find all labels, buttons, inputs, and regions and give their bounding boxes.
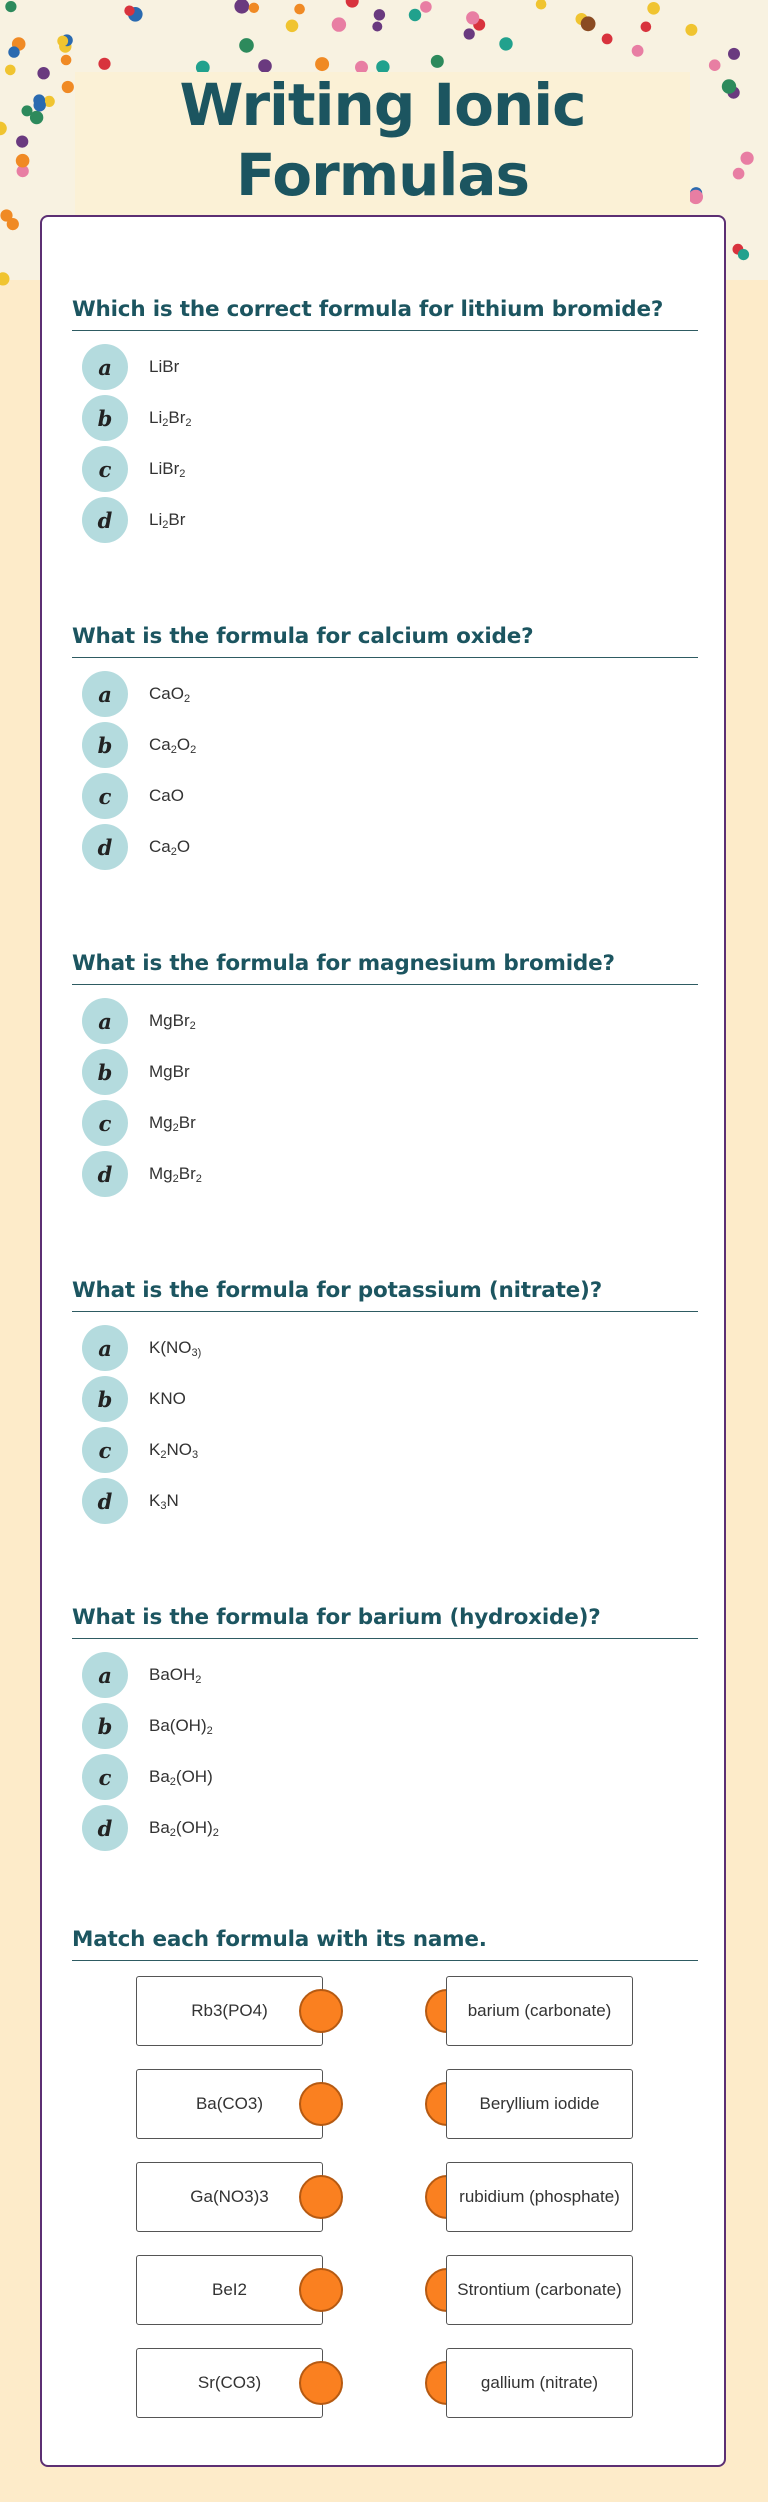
option-formula bbox=[149, 1113, 196, 1133]
confetti-dot bbox=[499, 37, 512, 50]
formula-part: N bbox=[166, 1491, 179, 1510]
option-letter-bubble[interactable]: c bbox=[82, 1100, 128, 1146]
formula-part: Br bbox=[178, 1164, 196, 1183]
formula-part: Ba bbox=[149, 1767, 170, 1786]
formula-subscript: 2 bbox=[162, 519, 169, 531]
formula-part: Li bbox=[149, 510, 163, 529]
formula-subscript: 3 bbox=[160, 1500, 167, 1512]
question-text: What is the formula for calcium oxide? bbox=[72, 624, 534, 649]
option-formula bbox=[149, 786, 184, 806]
option-c[interactable] bbox=[82, 1754, 213, 1800]
match-name-box[interactable]: Beryllium iodide bbox=[446, 2069, 633, 2139]
confetti-dot bbox=[22, 105, 33, 116]
confetti-dot bbox=[239, 38, 254, 53]
confetti-dot bbox=[685, 24, 697, 36]
option-a[interactable] bbox=[82, 998, 196, 1044]
formula-part: Mg bbox=[149, 1113, 173, 1132]
formula-part: O bbox=[176, 735, 191, 754]
option-letter-bubble[interactable]: d bbox=[82, 824, 128, 870]
option-letter-bubble[interactable]: b bbox=[82, 1376, 128, 1422]
confetti-dot bbox=[372, 22, 382, 32]
formula-part: Ba(OH) bbox=[149, 1716, 207, 1735]
question-1 bbox=[72, 292, 698, 533]
option-formula bbox=[149, 408, 191, 428]
option-letter-bubble[interactable]: a bbox=[82, 1325, 128, 1371]
question-divider bbox=[72, 984, 698, 985]
match-formula-box[interactable]: Rb3(PO4) bbox=[136, 1976, 323, 2046]
question-2 bbox=[72, 619, 698, 860]
option-c[interactable] bbox=[82, 446, 185, 492]
formula-subscript: 2 bbox=[170, 744, 177, 756]
confetti-dot bbox=[741, 152, 754, 165]
formula-part: LiBr bbox=[149, 459, 180, 478]
page-title bbox=[75, 70, 690, 210]
option-formula bbox=[149, 1440, 198, 1460]
confetti-dot bbox=[466, 11, 479, 24]
option-c[interactable] bbox=[82, 1427, 198, 1473]
matching-title: Match each formula with its name. bbox=[72, 1927, 487, 1952]
option-b[interactable] bbox=[82, 722, 196, 768]
confetti-dot bbox=[62, 81, 74, 93]
formula-subscript: 2 bbox=[189, 1020, 196, 1032]
formula-part: K bbox=[149, 1440, 161, 1459]
formula-part: NO bbox=[166, 1440, 192, 1459]
match-connector-left[interactable] bbox=[299, 2268, 343, 2312]
formula-subscript: 2 bbox=[169, 1827, 176, 1839]
option-formula bbox=[149, 1716, 213, 1736]
worksheet-card bbox=[40, 215, 726, 2467]
option-formula bbox=[149, 1818, 219, 1838]
option-a[interactable] bbox=[82, 671, 190, 717]
match-formula-box[interactable]: Sr(CO3) bbox=[136, 2348, 323, 2418]
formula-part: Mg bbox=[149, 1164, 173, 1183]
option-formula bbox=[149, 1767, 213, 1787]
formula-part: Ca bbox=[149, 837, 171, 856]
option-formula bbox=[149, 1164, 202, 1184]
match-name-box[interactable]: Strontium (carbonate) bbox=[446, 2255, 633, 2325]
option-b[interactable] bbox=[82, 395, 191, 441]
match-connector-left[interactable] bbox=[299, 2361, 343, 2405]
formula-subscript: 2 bbox=[172, 1173, 179, 1185]
match-name-box[interactable]: gallium (nitrate) bbox=[446, 2348, 633, 2418]
confetti-dot bbox=[249, 3, 259, 13]
option-letter-bubble[interactable]: d bbox=[82, 1151, 128, 1197]
formula-subscript: 2 bbox=[170, 846, 177, 858]
option-letter-bubble[interactable]: c bbox=[82, 773, 128, 819]
option-formula bbox=[149, 1011, 196, 1031]
formula-part: O bbox=[176, 837, 191, 856]
option-letter-bubble[interactable]: c bbox=[82, 1754, 128, 1800]
formula-part: K bbox=[149, 1491, 161, 1510]
option-b[interactable] bbox=[82, 1049, 190, 1095]
option-formula bbox=[149, 357, 179, 377]
formula-part: LiBr bbox=[149, 357, 180, 376]
formula-part: Li bbox=[149, 408, 163, 427]
option-a[interactable] bbox=[82, 1652, 201, 1698]
formula-part: Ca bbox=[149, 735, 171, 754]
confetti-dot bbox=[98, 58, 110, 70]
confetti-dot bbox=[722, 79, 736, 93]
match-connector-left[interactable] bbox=[299, 1989, 343, 2033]
formula-subscript: 2 bbox=[190, 744, 197, 756]
option-c[interactable] bbox=[82, 773, 184, 819]
match-formula-box[interactable]: BeI2 bbox=[136, 2255, 323, 2325]
question-divider bbox=[72, 657, 698, 658]
confetti-dot bbox=[728, 48, 740, 60]
option-formula bbox=[149, 1062, 190, 1082]
question-text: What is the formula for magnesium bromide? bbox=[72, 951, 615, 976]
option-formula bbox=[149, 735, 196, 755]
confetti-dot bbox=[57, 36, 68, 47]
question-text: What is the formula for potassium (nitrate)? bbox=[72, 1278, 602, 1303]
confetti-dot bbox=[7, 218, 19, 230]
confetti-dot bbox=[61, 55, 72, 66]
option-d[interactable] bbox=[82, 1478, 179, 1524]
formula-part: CaO bbox=[149, 786, 184, 805]
option-formula bbox=[149, 1338, 201, 1358]
match-name-box[interactable]: barium (carbonate) bbox=[446, 1976, 633, 2046]
confetti-dot bbox=[332, 17, 346, 31]
confetti-dot bbox=[689, 190, 703, 204]
confetti-dot bbox=[581, 16, 596, 31]
match-connector-left[interactable] bbox=[299, 2175, 343, 2219]
option-letter-bubble[interactable]: c bbox=[82, 1427, 128, 1473]
confetti-dot bbox=[16, 154, 30, 168]
confetti-dot bbox=[733, 168, 745, 180]
formula-part: (OH) bbox=[175, 1818, 213, 1837]
formula-subscript: 2 bbox=[169, 1776, 176, 1788]
formula-subscript: 2 bbox=[212, 1827, 219, 1839]
option-formula bbox=[149, 459, 185, 479]
option-b[interactable] bbox=[82, 1703, 213, 1749]
formula-subscript: 3) bbox=[191, 1347, 202, 1359]
question-text: Which is the correct formula for lithium bromide? bbox=[72, 297, 664, 322]
formula-part: MgBr bbox=[149, 1011, 190, 1030]
confetti-dot bbox=[464, 28, 475, 39]
option-formula bbox=[149, 1665, 201, 1685]
confetti-dot bbox=[294, 4, 305, 15]
question-divider bbox=[72, 330, 698, 331]
confetti-dot bbox=[286, 20, 299, 33]
option-d[interactable] bbox=[82, 1151, 202, 1197]
confetti-dot bbox=[431, 55, 444, 68]
formula-subscript: 2 bbox=[195, 1674, 202, 1686]
option-letter-bubble[interactable]: b bbox=[82, 395, 128, 441]
formula-subscript: 2 bbox=[162, 417, 169, 429]
option-letter-bubble[interactable]: a bbox=[82, 998, 128, 1044]
confetti-dot bbox=[420, 1, 432, 13]
confetti-dot bbox=[5, 1, 16, 12]
confetti-dot bbox=[409, 9, 421, 21]
confetti-dot bbox=[8, 46, 19, 57]
option-formula bbox=[149, 837, 190, 857]
formula-part: Br bbox=[178, 1113, 196, 1132]
formula-subscript: 2 bbox=[172, 1122, 179, 1134]
formula-part: Br bbox=[168, 510, 186, 529]
confetti-dot bbox=[632, 45, 644, 57]
formula-part: CaO bbox=[149, 684, 184, 703]
formula-part: Ba bbox=[149, 1818, 170, 1837]
formula-subscript: 2 bbox=[195, 1173, 202, 1185]
confetti-dot bbox=[602, 34, 613, 45]
option-a[interactable] bbox=[82, 1325, 201, 1371]
option-letter-bubble[interactable]: a bbox=[82, 1652, 128, 1698]
matching-section bbox=[72, 1922, 698, 1961]
option-formula bbox=[149, 684, 190, 704]
option-d[interactable] bbox=[82, 824, 190, 870]
formula-part: MgBr bbox=[149, 1062, 190, 1081]
formula-subscript: 2 bbox=[160, 1449, 167, 1461]
question-text: What is the formula for barium (hydroxide)? bbox=[72, 1605, 601, 1630]
formula-part: KNO bbox=[149, 1389, 186, 1408]
formula-part: (OH) bbox=[175, 1767, 213, 1786]
option-letter-bubble[interactable]: b bbox=[82, 722, 128, 768]
option-formula bbox=[149, 1491, 179, 1511]
title-line-1: Writing Ionic bbox=[179, 71, 586, 139]
option-a[interactable] bbox=[82, 344, 179, 390]
formula-subscript: 2 bbox=[179, 468, 186, 480]
option-letter-bubble[interactable]: b bbox=[82, 1049, 128, 1095]
formula-subscript: 2 bbox=[206, 1725, 213, 1737]
question-4 bbox=[72, 1273, 698, 1514]
confetti-dot bbox=[5, 65, 16, 76]
option-b[interactable] bbox=[82, 1376, 186, 1422]
title-line-2: Formulas bbox=[236, 141, 529, 209]
question-divider bbox=[72, 1311, 698, 1312]
formula-subscript: 2 bbox=[183, 693, 191, 705]
option-letter-bubble[interactable]: d bbox=[82, 1805, 128, 1851]
formula-subscript: 2 bbox=[185, 417, 192, 429]
confetti-dot bbox=[374, 9, 385, 20]
formula-subscript: 3 bbox=[191, 1449, 199, 1461]
confetti-dot bbox=[16, 136, 28, 148]
match-connector-left[interactable] bbox=[299, 2082, 343, 2126]
confetti-dot bbox=[37, 67, 49, 79]
question-5 bbox=[72, 1600, 698, 1841]
option-d[interactable] bbox=[82, 1805, 219, 1851]
confetti-dot bbox=[641, 22, 652, 33]
section-divider bbox=[72, 1960, 698, 1961]
option-formula bbox=[149, 1389, 186, 1409]
confetti-dot bbox=[709, 59, 721, 71]
option-letter-bubble[interactable]: a bbox=[82, 671, 128, 717]
option-letter-bubble[interactable]: d bbox=[82, 1478, 128, 1524]
option-c[interactable] bbox=[82, 1100, 196, 1146]
option-letter-bubble[interactable]: b bbox=[82, 1703, 128, 1749]
option-formula bbox=[149, 510, 185, 530]
formula-part: Br bbox=[168, 408, 186, 427]
formula-part: K(NO bbox=[149, 1338, 192, 1357]
confetti-dot bbox=[738, 249, 749, 260]
question-3 bbox=[72, 946, 698, 1187]
match-formula-box[interactable]: Ga(NO3)3 bbox=[136, 2162, 323, 2232]
confetti-dot bbox=[124, 6, 134, 16]
formula-part: BaOH bbox=[149, 1665, 196, 1684]
match-formula-box[interactable]: Ba(CO3) bbox=[136, 2069, 323, 2139]
confetti-dot bbox=[315, 57, 329, 71]
question-divider bbox=[72, 1638, 698, 1639]
option-d[interactable] bbox=[82, 497, 185, 543]
confetti-dot bbox=[33, 94, 45, 106]
confetti-dot bbox=[647, 2, 660, 15]
match-name-box[interactable]: rubidium (phosphate) bbox=[446, 2162, 633, 2232]
option-letter-bubble[interactable]: d bbox=[82, 497, 128, 543]
option-letter-bubble[interactable]: c bbox=[82, 446, 128, 492]
option-letter-bubble[interactable]: a bbox=[82, 344, 128, 390]
